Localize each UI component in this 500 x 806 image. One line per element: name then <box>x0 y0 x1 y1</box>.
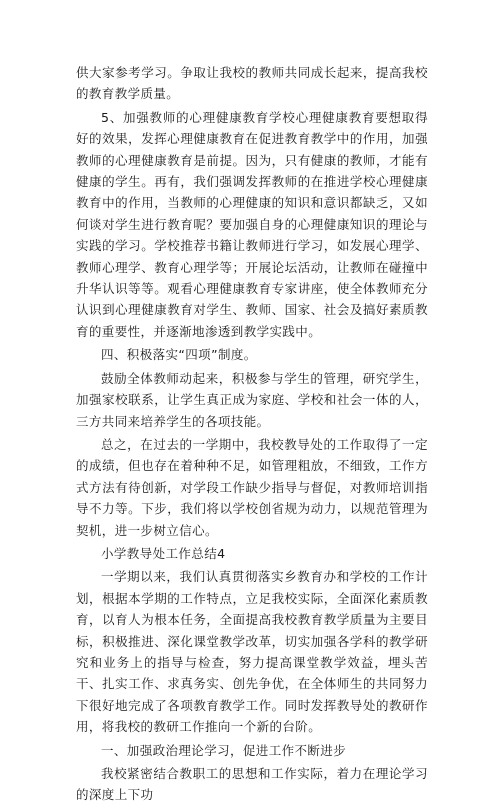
paragraph-summary: 总之，在过去的一学期中，我校教导处的工作取得了一定的成绩，但也存在着种种不足，如管理粗放，不细致，工作方式方法有待创新，对学段工作缺少指导与督促，对教师培训指导不力等。下步，我们将以学校创省规为动力，以规范管理为契机，进一步树立信心。 <box>76 436 428 538</box>
paragraph-continuation: 供大家参考学习。争取让我校的教师共同成长起来，提高我校的教育教学质量。 <box>76 65 428 102</box>
document-body <box>76 62 428 806</box>
section-title: 小学教导处工作总结4 <box>101 545 226 561</box>
paragraph-encourage: 鼓励全体教师动起来，积极参与学生的管理，研究学生，加强家校联系，让学生真正成为家庭、学校和社会一体的人，三方共同来培养学生的各项技能。 <box>76 370 428 429</box>
section-heading-one: 一、加强政治理论学习，促进工作不断进步 <box>101 742 347 758</box>
paragraph-intro: 一学期以来，我们认真贯彻落实乡教育办和学校的工作计划，根据本学期的工作特点，立足我校实际，全面深化素质教育，以育人为根本任务，全面提高我校教育教学质量为主要目标，积极推进、深化课堂教学改革，切实加强各学科的教学研究和业务上的指导与检查，努力提高课堂教学效益，埋头苦干、扎实工作、求真务实、创先争优，在全体师生的共同努力下很好地完成了各项教育教学工作。同时发挥教导处的教研作用，将我校的教研工作推向一个新的台阶。 <box>76 569 428 735</box>
paragraph-theory: 我校紧密结合教职工的思想和工作实际，着力在理论学习的深度上下功 <box>76 766 428 803</box>
paragraph-item-5: 5、加强教师的心理健康教育学校心理健康教育要想取得好的效果，发挥心理健康教育在促进教育教学中的作用，加强教师的心理健康教育是前提。因为，只有健康的教师，才能有健康的学生。再有，我们强调发挥教师的在推进学校心理健康教育中的作用，当教师的心理健康的知识和意识都缺乏，又如何谈对学生进行教育呢？要加强自身的心理健康知识的理论与实践的学习。学校推荐书籍让教师进行学习，如发展心理学、教师心理学、教育心理学等；开展论坛活动，让教师在碰撞中升华认识等等。观看心理健康教育专家讲座，使全体教师充分认识到心理健康教育对学生、教师、国家、社会及搞好素质教育的重要性，并逐渐地渗透到教学实践中。 <box>76 109 428 339</box>
section-heading-four: 四、积极落实“四项”制度。 <box>101 347 257 363</box>
